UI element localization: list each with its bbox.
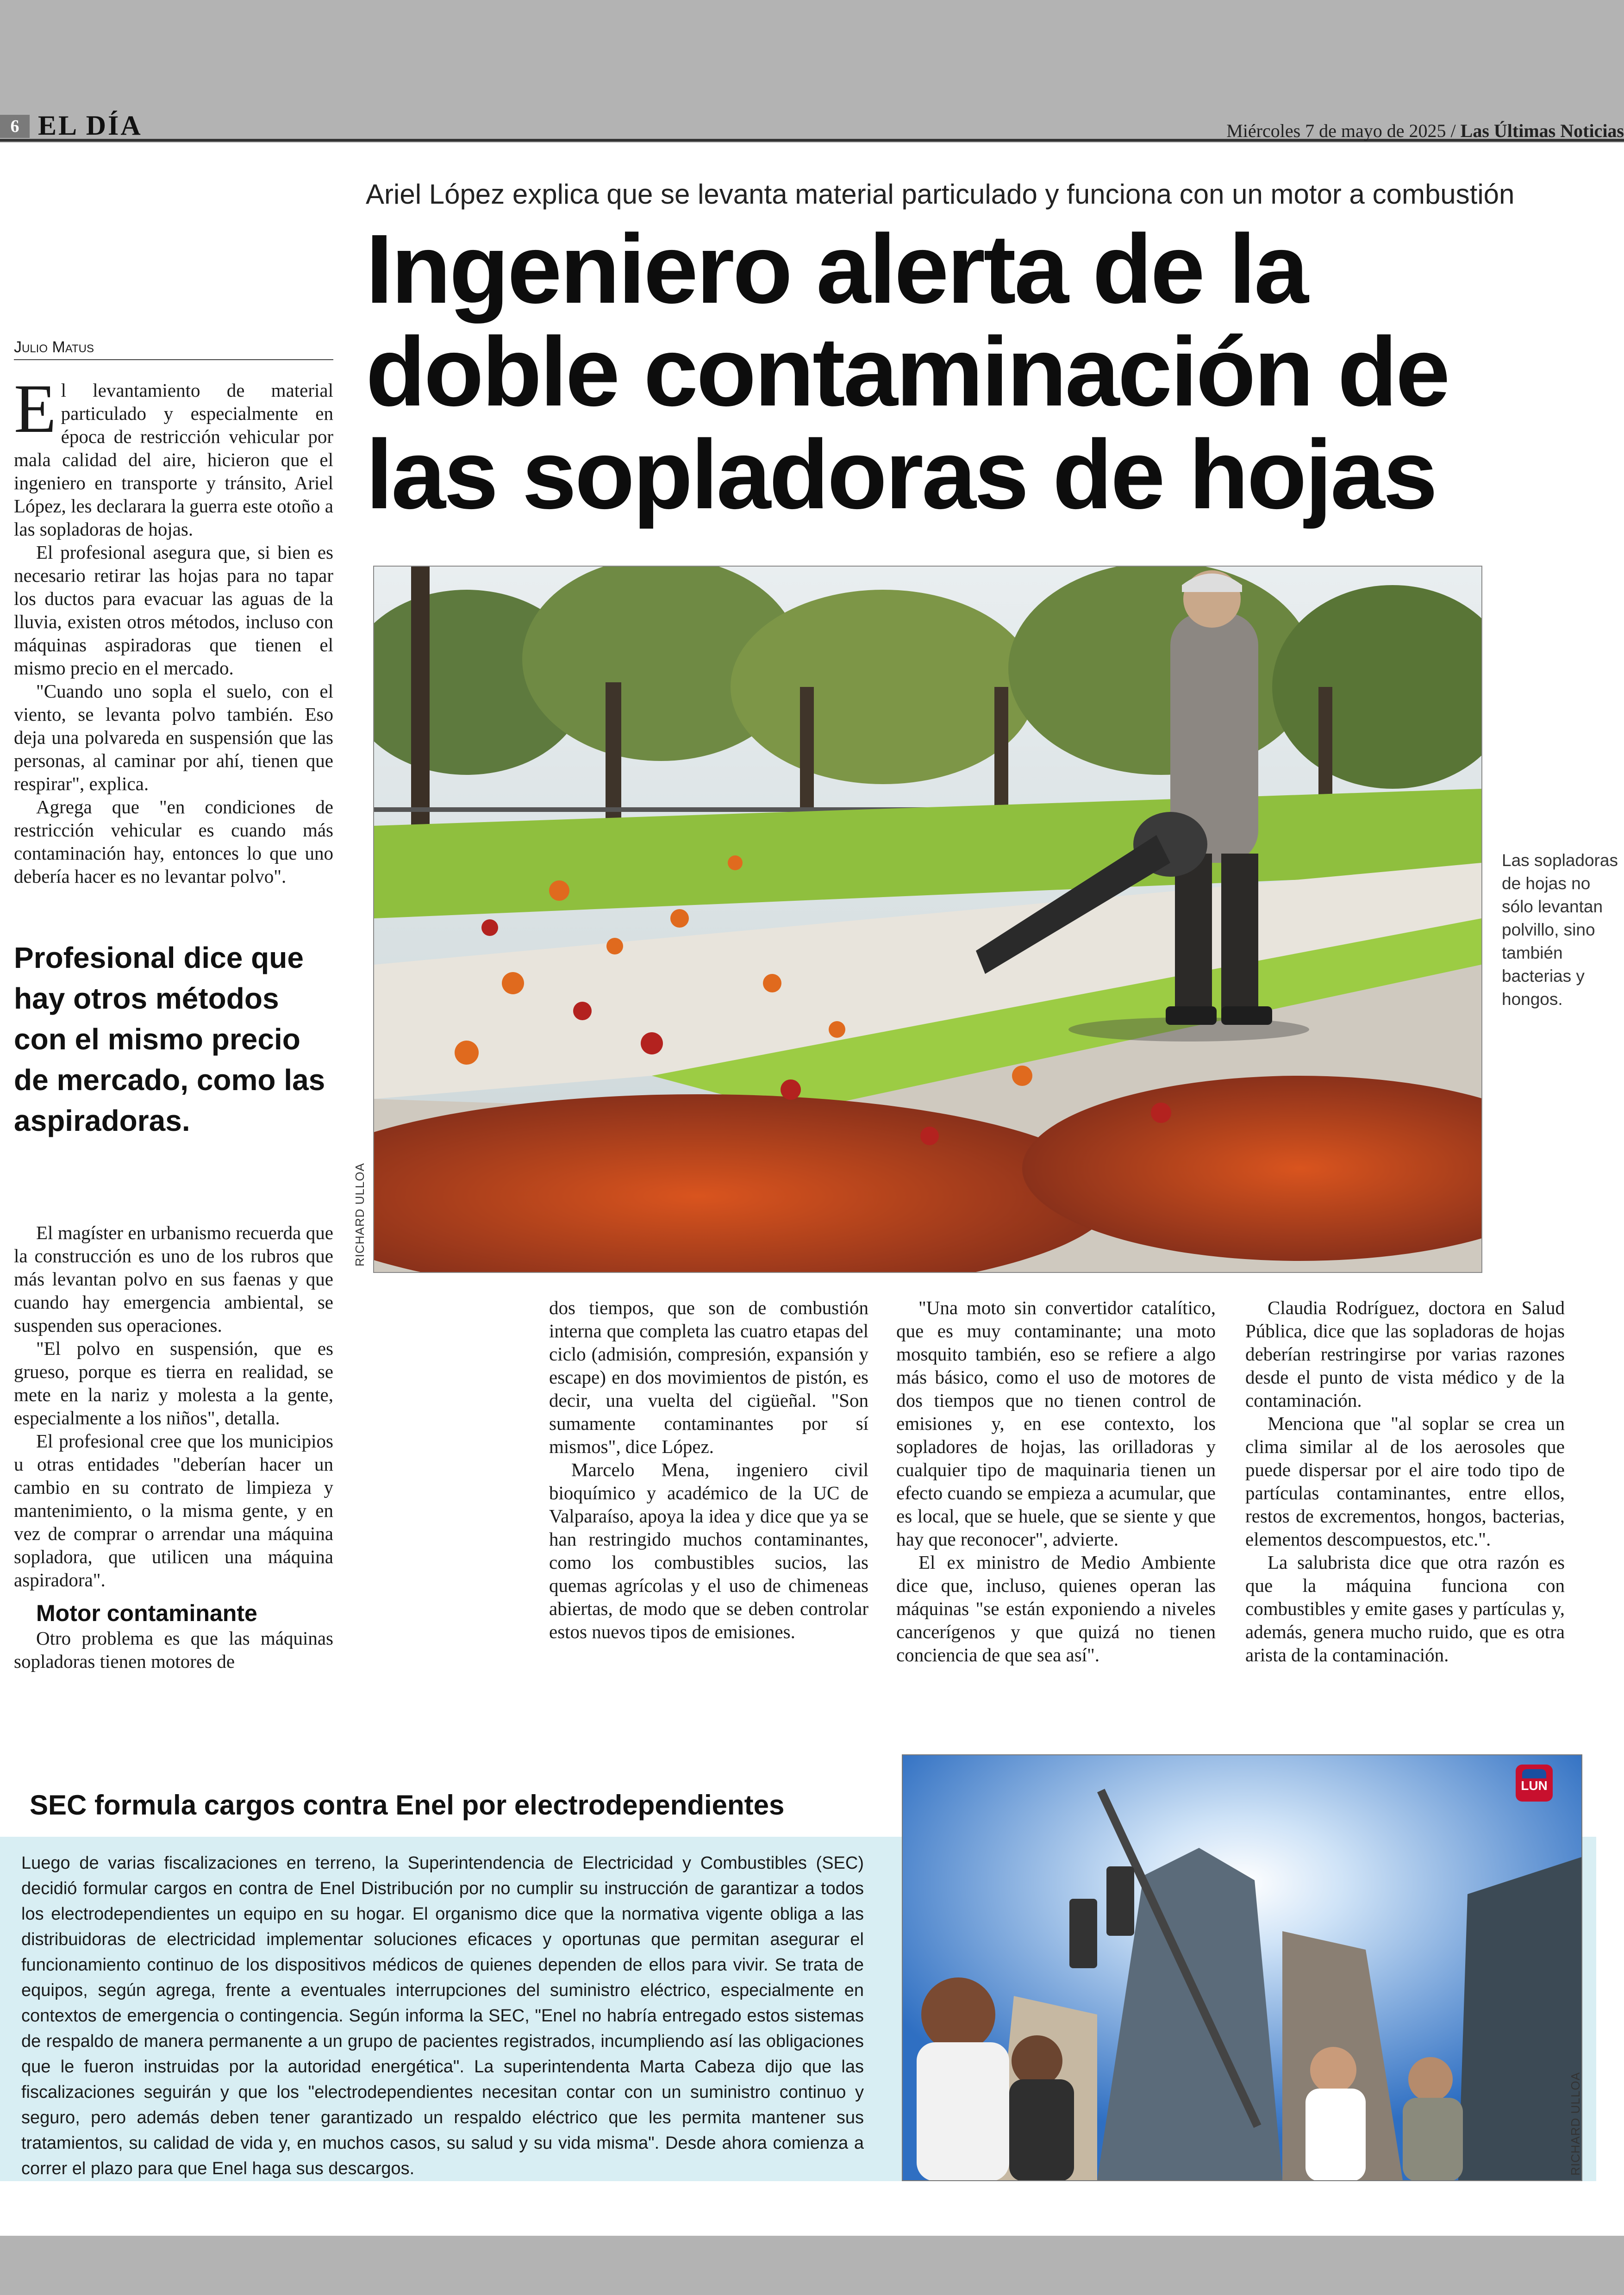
paragraph: El levantamiento de material particulado y especialmente en época de restricción vehicular por mala calidad del aire, hicieron que el ingeniero en transporte y tránsito, Ariel López, les declarara la guerra este otoño a las sopladoras de hojas. [14,370,333,540]
lun-logo: LUN [1516,1765,1553,1802]
brief-text: Luego de varias fiscalizaciones en terreno, la Superintendencia de Electricidad y Combustibles (SEC) decidió formular cargos en contra de Enel Distribución por no cumplir su instrucción de garantizar a todos los electrodependientes un equipo en su hogar. El organismo dice que la normativa vigente obliga a las distribuidoras de electricidad implementar soluciones eficaces y oportunas que permitan asegurar el funcionamiento continuo de los dispositivos médicos de quienes dependen de ellos para vivir. Se trata de equipos, según agrega, frente a eventuales interrupciones del suministro eléctrico, especialmente en contextos de emergencia o contingencia. Según informa la SEC, "Enel no habría entregado estos sistemas de respaldo de manera permanente a un grupo de pacientes registrados, incumpliendo así las obligaciones que le fueron instruidas por la autoridad energética". La superintendenta Marta Cabeza dijo que las fiscalizaciones seguirán y que los "electrodependientes necesitan contar con un suministro continuo y seguro, pero además deben tener garantizado un respaldo eléctrico que les permita mantener sus tratamientos, su calidad de vida y, en muchos casos, su salud y su vida misma". Desde ahora comienza a correr el plazo para que Enel haga sus descargos. [21,1853,864,2178]
dateline-separator: / [1450,120,1456,141]
paragraph: "Una moto sin convertidor catalítico, que es muy contaminante; una moto mosquito también, eso se refiere a algo más básico, como el uso de motores de dos tiempos que no tienen control de emisiones y, en ese contexto, los sopladores de hojas, las orilladoras y cualquier tipo de maquinaria tienen un efecto cuando se empieza a acumular, que es local, que se huele, que se siente y que hay que reconocer", advierte. [896,1297,1216,1550]
byline: Julio Matus [14,337,333,360]
article-column-4 [1245,1296,1565,1666]
dateline [1226,118,1624,144]
article-column-1-continued [14,1221,333,1673]
subhead-motor-contaminante: Motor contaminante [36,1600,257,1626]
paragraph: "El polvo en suspensión, que es grueso, porque es tierra en realidad, se mete en la nariz y molesta a la gente, especialmente a los niños", detalla. [14,1338,333,1428]
article-kicker: Ariel López explica que se levanta material particulado y funciona con un motor a combustión [366,179,1515,210]
article-column-3 [896,1296,1216,1666]
photo-caption: Las sopladoras de hojas no sólo levantan polvillo, sino también bacterias y hongos. [1502,851,1618,1009]
paragraph: El ex ministro de Medio Ambiente dice que, incluso, quienes operan las máquinas "se están exponiendo a niveles cancerígenos y que quizá no tienen conciencia de que sea así". [896,1552,1216,1665]
paragraph: Marcelo Mena, ingeniero civil bioquímico y académico de la UC de Valparaíso, apoya la idea y dice que ya se han restringido muchos contaminantes, como los combustibles sucios, las quemas agrícolas y el uso de chimeneas abiertas, de modo que se deben controlar estos nuevos tipos de emisiones. [549,1459,868,1642]
section-title: EL DÍA [38,110,143,141]
street-illustration [903,1755,1581,2180]
paragraph: La salubrista dice que otra razón es que la máquina funciona con combustibles y emite gases y partículas y, además, genera mucho ruido, que es otra arista de la contaminación. [1245,1552,1565,1665]
leaf-blower-illustration [374,567,1481,1272]
page-number: 6 [0,115,30,138]
article-column-2 [549,1296,868,1643]
paragraph: El profesional asegura que, si bien es necesario retirar las hojas para no tapar los ductos para evacuar las aguas de la lluvia, existen otros métodos, incluso con máquinas aspiradoras que tienen el mismo precio en el mercado. [14,542,333,679]
article-column-1 [14,370,333,888]
drop-cap: E [14,370,56,447]
paragraph: El profesional cree que los municipios u otras entidades "deberían hacer un cambio en su contrato de limpieza y mantenimiento, o la misma gente, y en vez de comprar o arrendar una máquina sopladora, que utilicen una máquina aspiradora". [14,1430,333,1590]
paragraph: Otro problema es que las máquinas sopladoras tienen motores de [14,1628,333,1672]
issue-date: Miércoles 7 de mayo de 2025 [1226,120,1446,141]
paragraph: Claudia Rodríguez, doctora en Salud Pública, dice que las sopladoras de hojas deberían restringirse por varias razones desde el punto de vista médico y de la contaminación. [1245,1297,1565,1411]
pull-quote: Profesional dice que hay otros métodos con el mismo precio de mercado, como las aspiradoras. [14,941,325,1137]
paragraph: "Cuando uno sopla el suelo, con el viento, se levanta polvo también. Eso deja una polvareda en suspensión que las personas, al caminar por ahí, tienen que respirar", explica. [14,680,333,794]
brief-title: SEC formula cargos contra Enel por electrodependientes [30,1790,785,1821]
paragraph: dos tiempos, que son de combustión interna que completa las cuatro etapas del ciclo (admisión, compresión, expansión y escape) en dos movimientos de pistón, es decir, una vuelta del cigüeñal. "Son sumamente contaminantes por sí mismos", dice López. [549,1297,868,1457]
bottom-margin-band [0,2236,1624,2295]
paragraph: El magíster en urbanismo recuerda que la construcción es uno de los rubros que más levantan polvo en sus faenas y que cuando hay emergencia ambiental, se suspenden sus operaciones. [14,1222,333,1336]
publication-name: Las Últimas Noticias [1460,120,1624,141]
leaf-blower-photo [373,566,1482,1273]
photo-credit: RICHARD ULLOA [353,1163,367,1266]
paragraph: Agrega que "en condiciones de restricción vehicular es cuando más contaminación hay, entonces lo que uno debería hacer es no levantar polvo". [14,796,333,887]
brief-photo-credit: RICHARD ULLOA [1568,2072,1582,2176]
paragraph: Menciona que "al soplar se crea un clima similar al de los aerosoles que puede dispersar por el aire todo tipo de partículas contaminantes, entre ellos, restos de excrementos, hongos, bacterias, elementos descompuestos, etc.". [1245,1413,1565,1550]
article-headline: Ingeniero alerta de la doble contaminación de las sopladoras de hojas [366,214,1449,529]
street-photo [902,1754,1582,2181]
